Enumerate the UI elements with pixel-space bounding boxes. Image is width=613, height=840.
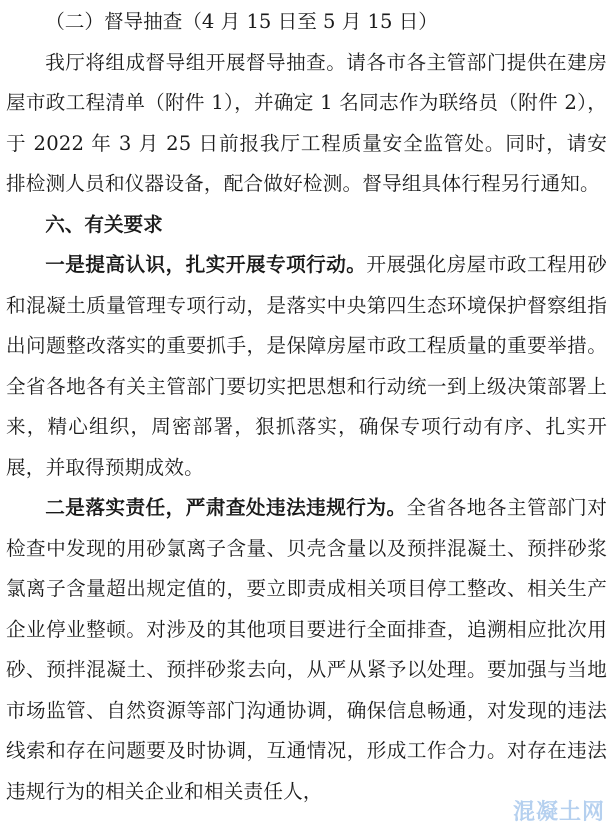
section-two-title: （二）督导抽查（4 月 15 日至 5 月 15 日） [45,10,438,33]
site-watermark: 混凝土网 [512,800,605,825]
requirement-two-body: 全省各地各主管部门对检查中发现的用砂氯离子含量、贝壳含量以及预拌混凝土、预拌砂浆氯离子含量超出规定值的，要立即责成相关项目停工整改、相关生产企业停业整顿。对涉及的其他项目要进行全面排查，追溯相应批次用砂、预拌混凝土、预拌砂浆去向，从严从紧予以处理。要加强与当地市场监管、自然资源等部门沟通协调，确保信息畅通，对发现的违法线索和存在问题要及时协调，互通情况，形成工作合力。对存在违法违规行为的相关企业和相关责任人， [6,496,607,803]
requirement-two-paragraph [6,488,607,812]
requirement-one-body: 开展强化房屋市政工程用砂和混凝土质量管理专项行动，是落实中央第四生态环境保护督察组指出问题整改落实的重要抓手，是保障房屋市政工程质量的重要举措。全省各地各有关主管部门要切实把思想和行动统一到上级决策部署上来，精心组织，周密部署，狠抓落实，确保专项行动有序、扎实开展，并取得预期成效。 [6,253,608,479]
requirement-two-lead: 二是落实责任，严肃查处违法违规行为。 [45,496,407,519]
requirement-one-lead: 一是提高认识，扎实开展专项行动。 [45,253,367,276]
section-two-body: 我厅将组成督导组开展督导抽查。请各市各主管部门提供在建房屋市政工程清单（附件 1），并确定 1 名同志作为联络员（附件 2），于 2022 年 3 月 25 日前报我厅工程质量安全监管处。同时，请安排检测人员和仪器设备，配合做好检测。督导组具体行程另行通知。 [6,50,607,195]
requirement-one-paragraph [6,245,607,488]
section-six-heading: 六、有关要求 [45,212,163,236]
